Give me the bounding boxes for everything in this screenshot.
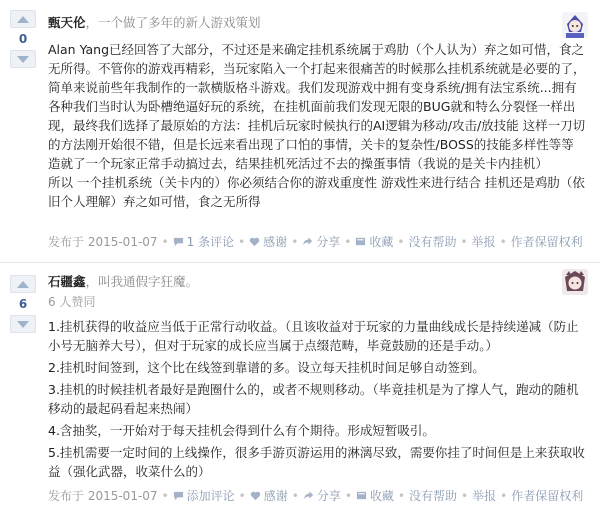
vote-count: 0 xyxy=(18,32,28,46)
separator: • xyxy=(499,234,507,249)
separator: • xyxy=(291,234,299,249)
copyright-notice[interactable]: 作者保留权利 xyxy=(510,235,583,249)
report-button[interactable]: 举报 xyxy=(471,235,496,249)
thanks-button[interactable]: 感谢 xyxy=(250,487,288,504)
triangle-down-icon xyxy=(17,321,29,328)
author-bio: ，叫我通假字狂魔。 xyxy=(85,274,199,289)
separator: • xyxy=(238,488,246,503)
separator: • xyxy=(397,488,406,503)
triangle-down-icon xyxy=(17,56,29,63)
triangle-up-icon xyxy=(17,16,29,23)
separator: • xyxy=(161,488,169,503)
publish-date[interactable]: 发布于 2015-01-07 xyxy=(48,235,158,249)
vote-up-button[interactable] xyxy=(10,275,36,293)
heart-icon xyxy=(250,490,261,501)
collect-button[interactable]: 收藏 xyxy=(355,233,393,250)
separator: • xyxy=(460,234,468,249)
separator: • xyxy=(161,234,169,249)
copyright-notice[interactable]: 作者保留权利 xyxy=(511,489,584,503)
vote-widget xyxy=(8,275,38,333)
add-comment-button[interactable]: 添加评论 xyxy=(173,487,235,504)
triangle-up-icon xyxy=(17,281,29,288)
answer-item xyxy=(0,262,600,522)
answer-actions xyxy=(48,487,588,504)
comment-icon xyxy=(173,490,184,501)
vote-count: 6 xyxy=(18,297,28,311)
bookmark-icon xyxy=(355,236,366,247)
author-name[interactable]: 石疆鑫 xyxy=(48,274,86,289)
separator: • xyxy=(344,234,352,249)
vote-up-button[interactable] xyxy=(10,10,36,28)
author-name[interactable]: 甄天伦 xyxy=(48,15,86,30)
share-icon xyxy=(302,236,313,247)
content-paragraph: 5.挂机需要一定时间的上线操作，很多手游页游运用的淋漓尽致，需要你挂了时间但是上来获取收益（强化武器，收菜什么的） xyxy=(48,445,585,479)
answer-content xyxy=(48,40,586,211)
share-button[interactable]: 分享 xyxy=(302,233,340,250)
vote-down-button[interactable] xyxy=(10,50,36,68)
content-paragraph: 4.含抽奖，一开始对于每天挂机会得到什么有个期待。形成短暂吸引。 xyxy=(48,423,435,438)
separator: • xyxy=(461,488,469,503)
collect-button[interactable]: 收藏 xyxy=(356,487,394,504)
answer-content xyxy=(48,317,586,481)
separator: • xyxy=(291,488,299,503)
heart-icon xyxy=(249,236,260,247)
share-button[interactable]: 分享 xyxy=(303,487,341,504)
vote-down-button[interactable] xyxy=(10,315,36,333)
publish-date[interactable]: 发布于 2015-01-07 xyxy=(48,489,158,503)
content-paragraph: 3.挂机的时候挂机者最好是跑圈什么的，或者不规则移动。（毕竟挂机是为了撑人气，跑动的随机移动的最起码看起来热闹） xyxy=(48,382,579,416)
separator: • xyxy=(397,234,405,249)
author-bio: ，一个做了多年的新人游戏策划 xyxy=(85,15,261,30)
share-icon xyxy=(303,490,314,501)
avatar[interactable] xyxy=(562,12,588,38)
no-help-button[interactable]: 没有帮助 xyxy=(409,489,458,503)
answer-header xyxy=(48,273,198,291)
content-paragraph: Alan Yang已经回答了大部分，不过还是来确定挂机系统属于鸡肋（个人认为）弃之如可惜，食之无所得。不管你的游戏再精彩，当玩家陷入一个打起来很痛苦的时候那么挂机系统就是必要的了，简单来说前些年我制作的一款横版格斗游戏。我们发现游戏中拥有变身系统/拥有法宝系统...拥有各种我们当时认为卧槽绝逼好玩的系统，在挂机面前我们发现无限的BUG就和特么分裂怪一样出现，最终我们选择了最原始的方法：挂机后玩家时候执行的AI逻辑为移动/攻击/放技能 这样一刀切的方法刚开始很不错，但是长远来看出现了口怕的事情，关卡的复杂性/BOSS的技能多样性等等造就了一个玩家正常手动搞过去，结果挂机死活过不去的操蛋事情（我说的是关卡内挂机） xyxy=(48,42,586,171)
comment-button[interactable]: 1 条评论 xyxy=(173,233,234,250)
content-paragraph: 1.挂机获得的收益应当低于正常行动收益。（且该收益对于玩家的力量曲线成长是持续递减（防止小号无脑养大号），但对于玩家的成长应当属于点缀范畴，毕竟鼓励的还是手动。） xyxy=(48,319,579,353)
answer-actions xyxy=(48,233,588,250)
thanks-button[interactable]: 感谢 xyxy=(249,233,287,250)
upvoters-count[interactable]: 6 人赞同 xyxy=(48,295,96,309)
bookmark-icon xyxy=(356,490,367,501)
separator: • xyxy=(500,488,508,503)
content-paragraph: 2.挂机时间签到，这个比在线签到靠谱的多。设立每天挂机时间足够自动签到。 xyxy=(48,360,485,375)
no-help-button[interactable]: 没有帮助 xyxy=(408,235,457,249)
separator: • xyxy=(344,488,352,503)
answer-header xyxy=(48,14,261,32)
avatar[interactable] xyxy=(562,269,588,295)
comment-icon xyxy=(173,236,184,247)
separator: • xyxy=(238,234,246,249)
report-button[interactable]: 举报 xyxy=(472,489,497,503)
vote-widget xyxy=(8,10,38,68)
content-paragraph: 所以 一个挂机系统（关卡内的）你必须结合你的游戏重度性 游戏性来进行结合 挂机还是鸡肋（依旧个人理解）弃之如可惜，食之无所得 xyxy=(48,175,585,209)
